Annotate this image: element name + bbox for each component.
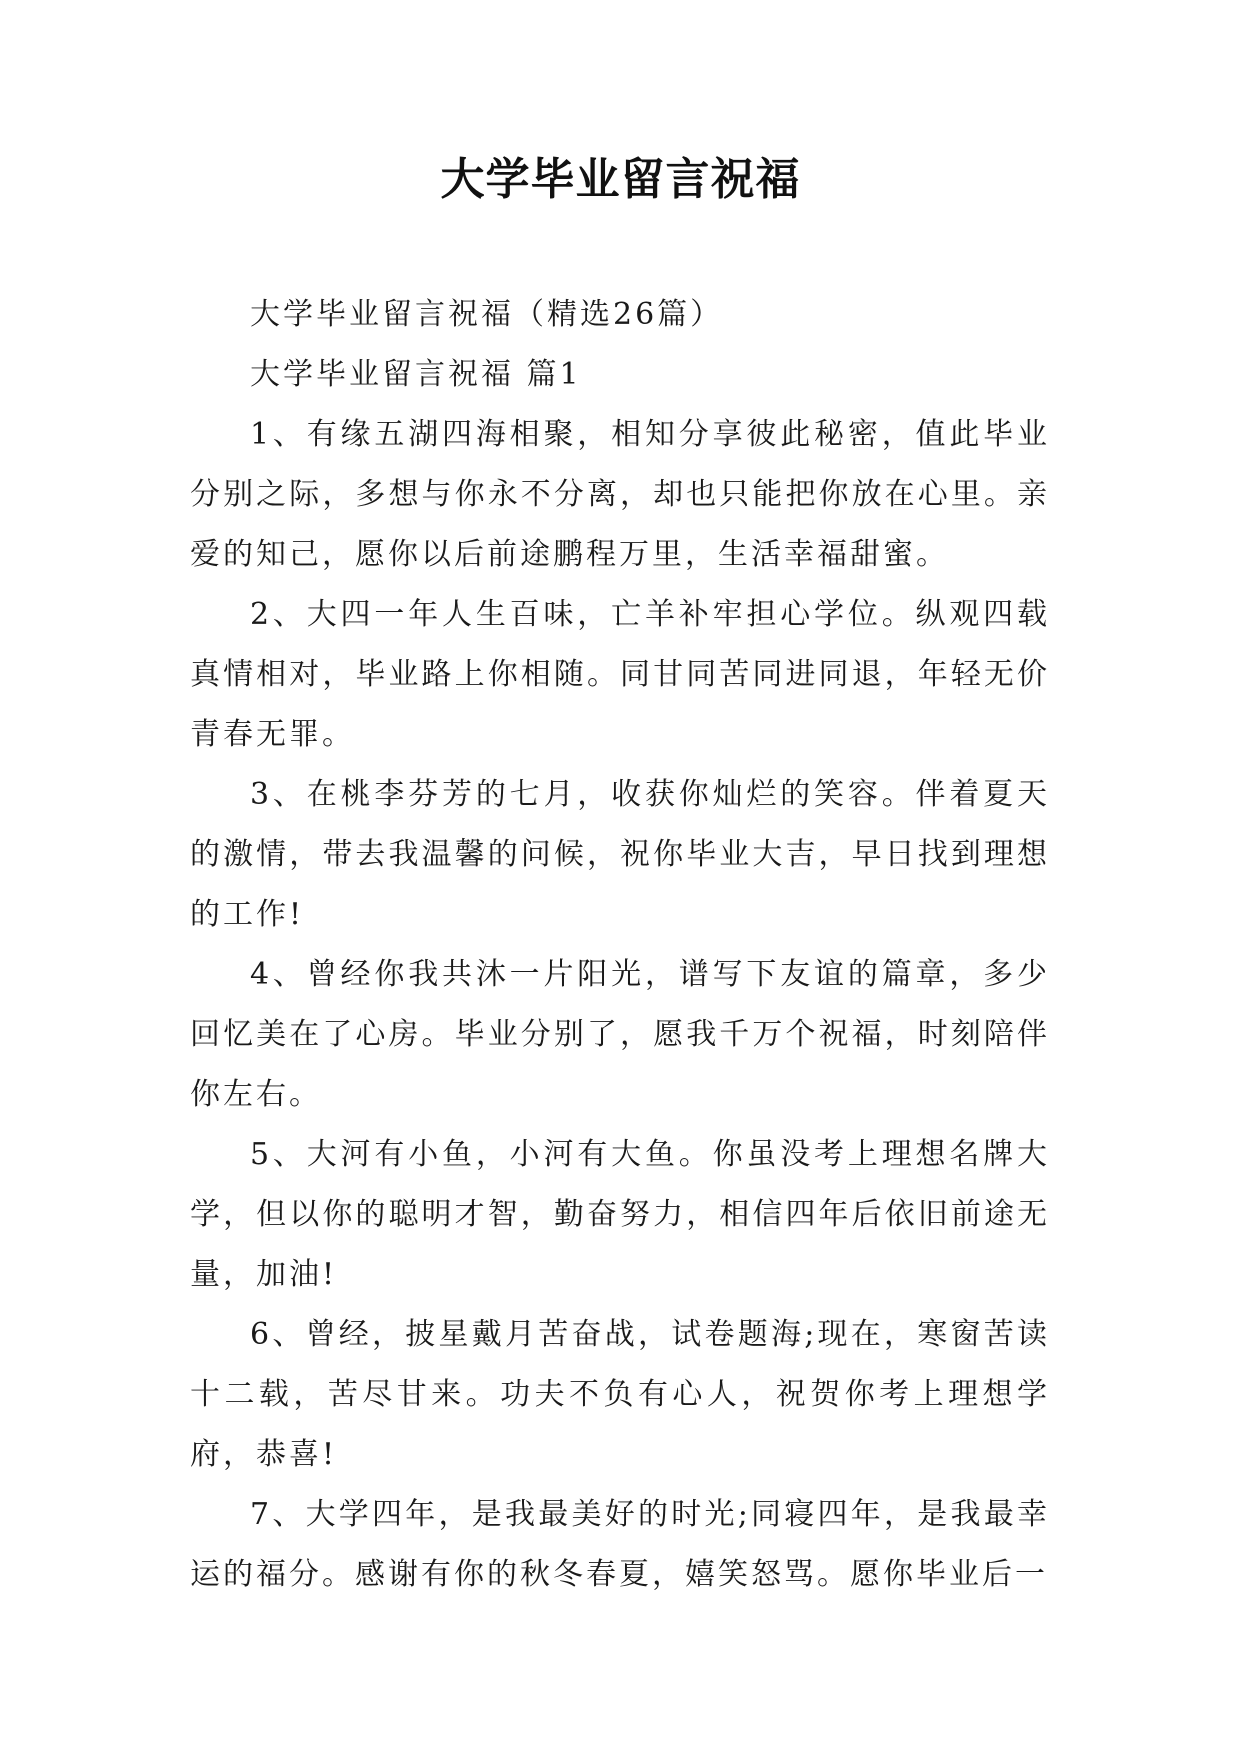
paragraph: 5、大河有小鱼，小河有大鱼。你虽没考上理想名牌大学，但以你的聪明才智，勤奋努力，相信四年后依旧前途无量，加油! xyxy=(190,1137,1050,1292)
paragraph: 3、在桃李芬芳的七月，收获你灿烂的笑容。伴着夏天的激情，带去我温馨的问候，祝你毕业大吉，早日找到理想的工作! xyxy=(190,777,1050,932)
section-heading: 大学毕业留言祝福 篇1 xyxy=(250,357,582,392)
paragraph: 4、曾经你我共沐一片阳光，谱写下友谊的篇章，多少回忆美在了心房。毕业分别了，愿我千万个祝福，时刻陪伴你左右。 xyxy=(190,957,1050,1112)
paragraph: 2、大四一年人生百味，亡羊补牢担心学位。纵观四载真情相对，毕业路上你相随。同甘同苦同进同退，年轻无价青春无罪。 xyxy=(190,597,1050,752)
paragraph: 6、曾经，披星戴月苦奋战，试卷题海;现在，寒窗苦读十二载，苦尽甘来。功夫不负有心人，祝贺你考上理想学府，恭喜! xyxy=(190,1317,1050,1472)
paragraph: 7、大学四年，是我最美好的时光;同寝四年，是我最幸运的福分。感谢有你的秋冬春夏，嬉笑怒骂。愿你毕业后一 xyxy=(190,1497,1050,1592)
document-title: 大学毕业留言祝福 xyxy=(440,154,801,205)
document-subtitle: 大学毕业留言祝福（精选26篇） xyxy=(250,297,724,332)
paragraph: 1、有缘五湖四海相聚，相知分享彼此秘密，值此毕业分别之际，多想与你永不分离，却也只能把你放在心里。亲爱的知己，愿你以后前途鹏程万里，生活幸福甜蜜。 xyxy=(190,417,1050,572)
document-body xyxy=(190,285,1050,1605)
